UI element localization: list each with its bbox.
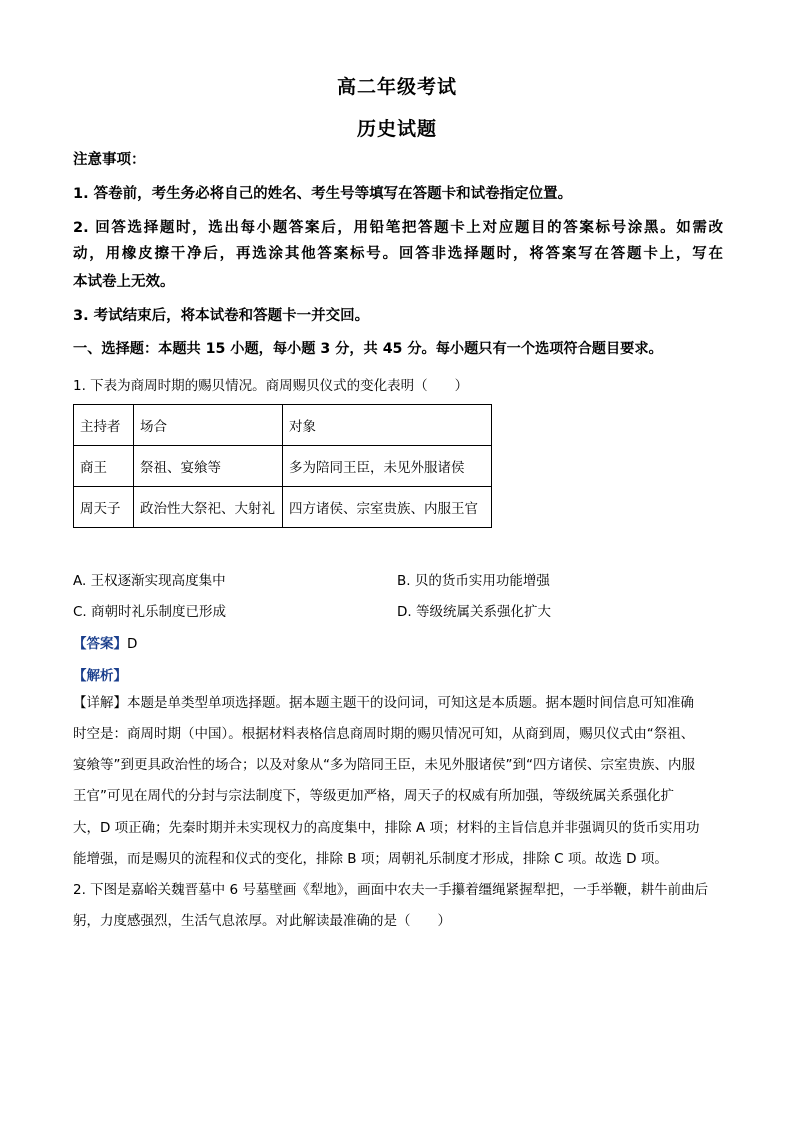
q1-stem: 1. 下表为商周时期的赐贝情况。商周赐贝仪式的变化表明（ ）	[73, 378, 469, 394]
notice-line-4: 本试卷上无效。	[73, 274, 175, 290]
notice-line-2: 2. 回答选择题时，选出每小题答案后，用铅笔把答题卡上对应题目的答案标号涂黑。如需改	[73, 220, 723, 236]
answer-value: D	[127, 636, 138, 652]
table-cell: 周天子	[74, 487, 134, 528]
analysis-label: 【解析】	[73, 668, 127, 684]
exam-subtitle: 历史试题	[356, 118, 437, 140]
table-cell: 四方诸侯、宗室贵族、内服王官	[283, 487, 492, 528]
q1-option-d: D. 等级统属关系强化扩大	[397, 604, 551, 620]
q1-option-a: A. 王权逐渐实现高度集中	[73, 573, 226, 589]
q1-detail-line-1: 【详解】本题是单类型单项选择题。据本题主题干的设问词，可知这是本质题。据本题时间信息可知准确	[73, 695, 694, 711]
q1-option-b: B. 贝的货币实用功能增强	[397, 573, 550, 589]
q1-analysis-label	[73, 664, 127, 684]
table-cell: 商王	[74, 446, 134, 487]
q1-detail-line-4: 王官”可见在周代的分封与宗法制度下，等级更加严格，周天子的权威有所加强，等级统属关系强化扩	[73, 788, 674, 804]
q1-option-c: C. 商朝时礼乐制度已形成	[73, 604, 227, 620]
table-header-row	[74, 405, 492, 446]
table-cell: 祭祖、宴飨等	[134, 446, 283, 487]
table-row	[74, 487, 492, 528]
notice-line-5: 3. 考试结束后，将本试卷和答题卡一并交回。	[73, 308, 370, 324]
q1-answer	[73, 632, 137, 652]
notice-line-1: 1. 答卷前，考生务必将自己的姓名、考生号等填写在答题卡和试卷指定位置。	[73, 186, 573, 202]
table-cell: 多为陪同王臣，未见外服诸侯	[283, 446, 492, 487]
q2-stem-line-1: 2. 下图是嘉峪关魏晋墓中 6 号墓壁画《犁地》，画面中农夫一手攥着缰绳紧握犁把，一手举鞭，耕牛前曲后	[73, 882, 709, 898]
table-cell: 政治性大祭祀、大射礼	[134, 487, 283, 528]
q1-detail-line-6: 能增强，而是赐贝的流程和仪式的变化，排除 B 项；周朝礼乐制度才形成，排除 C 项。故选 D 项。	[73, 851, 668, 867]
q1-detail-line-3: 宴飨等”到更具政治性的场合；以及对象从“多为陪同王臣，未见外服诸侯”到“四方诸侯、宗室贵族、内服	[73, 757, 695, 773]
exam-title: 高二年级考试	[336, 76, 457, 98]
q1-table	[73, 404, 492, 528]
q1-detail-line-2: 时空是：商周时期（中国）。根据材料表格信息商周时期的赐贝情况可知，从商到周，赐贝仪式由“祭祖、	[73, 726, 695, 742]
answer-label: 【答案】	[73, 636, 127, 652]
q1-detail-line-5: 大，D 项正确；先秦时期并未实现权力的高度集中，排除 A 项；材料的主旨信息并非强调贝的货币实用功	[73, 820, 700, 836]
table-header-cell: 场合	[134, 405, 283, 446]
q2-stem-line-2: 躬，力度感强烈，生活气息浓厚。对此解读最准确的是（ ）	[73, 913, 451, 929]
table-row	[74, 446, 492, 487]
section-heading: 一、选择题：本题共 15 小题，每小题 3 分，共 45 分。每小题只有一个选项符合题目要求。	[73, 341, 663, 357]
table-header-cell: 对象	[283, 405, 492, 446]
notice-line-3: 动，用橡皮擦干净后，再选涂其他答案标号。回答非选择题时，将答案写在答题卡上，写在	[73, 246, 723, 262]
notice-heading: 注意事项：	[73, 152, 146, 168]
table-header-cell: 主持者	[74, 405, 134, 446]
